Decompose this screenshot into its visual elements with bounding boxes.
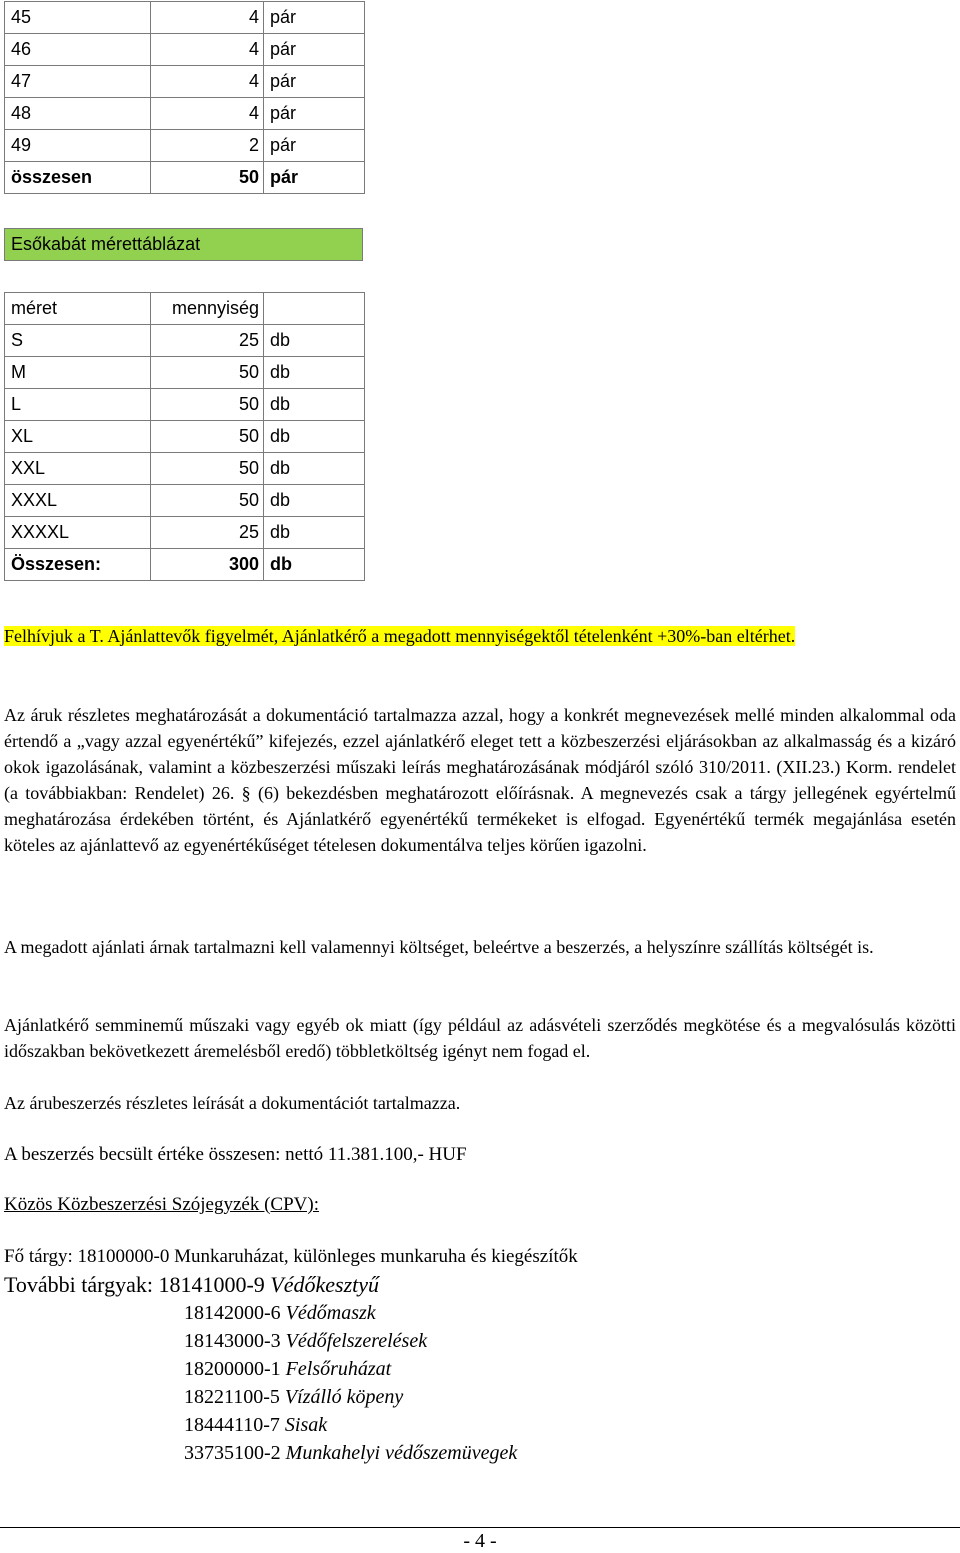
total-qty: 300 [151,549,264,581]
table-row [5,517,365,549]
qty-cell: 2 [151,130,264,162]
size-cell: XXXXL [5,517,151,549]
unit-cell: pár [264,2,365,34]
cpv-code: 33735100-2 [184,1442,281,1464]
cpv-item [184,1442,517,1465]
cpv-main-label: Fő tárgy: [4,1246,78,1267]
qty-cell: 4 [151,66,264,98]
paragraph-extra-cost: Ajánlatkérő semminemű műszaki vagy egyéb ok miatt (így például az adásvételi szerződés megkötése és a megvalósulás közötti időszakban bekövetkezett áremelésből eredő) többletköltség igényt nem fogad el. [4,1015,956,1061]
cpv-item [184,1330,427,1353]
size-cell: L [5,389,151,421]
table-row [5,130,365,162]
cpv-code: 18200000-1 [184,1358,281,1380]
size-cell: XXXL [5,485,151,517]
qty-cell: 4 [151,98,264,130]
cpv-main-value: 18100000-0 Munkaruházat, különleges munkaruha és kiegészítők [77,1246,578,1267]
total-unit: pár [264,162,365,194]
qty-cell: 50 [151,453,264,485]
cpv-further-label: További tárgyak: [4,1272,159,1297]
total-label: összesen [5,162,151,194]
header-size: méret [5,293,151,325]
table-row [5,98,365,130]
unit-cell: pár [264,34,365,66]
notice-text: Felhívjuk a T. Ajánlattevők figyelmét, Ajánlatkérő a megadott mennyiségektől tételenként +30%-ban eltérhet. [4,626,796,646]
cpv-code: 18141000-9 [158,1272,265,1297]
table-row [5,34,365,66]
table-row [5,485,365,517]
paragraph-estimated-value: A beszerzés becsült értéke összesen: nettó 11.381.100,- HUF [4,1144,467,1165]
size-cell: M [5,357,151,389]
table-row [5,389,365,421]
paragraph-price: A megadott ajánlati árnak tartalmazni kell valamennyi költséget, beleértve a beszerzés, a helyszínre szállítás költségét is. [4,937,874,957]
qty-cell: 25 [151,517,264,549]
qty-cell: 50 [151,485,264,517]
cpv-further-subjects [4,1272,379,1298]
table-row [5,421,365,453]
unit-cell: db [264,485,365,517]
cpv-code: 18444110-7 [184,1414,280,1436]
size-cell: 48 [5,98,151,130]
table-row [5,453,365,485]
total-unit: db [264,549,365,581]
table-header-row [5,293,365,325]
unit-cell: db [264,389,365,421]
cpv-item [184,1386,403,1409]
cpv-name: Sisak [284,1414,328,1436]
qty-cell: 25 [151,325,264,357]
qty-cell: 50 [151,357,264,389]
cpv-item [184,1358,391,1381]
qty-cell: 4 [151,2,264,34]
table-row [5,2,365,34]
cpv-heading: Közös Közbeszerzési Szójegyzék (CPV): [4,1194,319,1215]
size-cell: 45 [5,2,151,34]
unit-cell: pár [264,66,365,98]
paragraph-description: Az árubeszerzés részletes leírását a dokumentációt tartalmazza. [4,1093,461,1113]
highlighted-notice [4,623,956,649]
cpv-name: Védőfelszerelések [285,1330,428,1352]
cpv-name: Védőkesztyű [270,1272,380,1297]
qty-cell: 50 [151,389,264,421]
table-row [5,325,365,357]
cpv-name: Felsőruházat [285,1358,392,1380]
section-title: Esőkabát mérettáblázat [4,228,363,261]
size-cell: 49 [5,130,151,162]
header-qty: mennyiség [151,293,264,325]
header-unit [264,293,365,325]
unit-cell: db [264,325,365,357]
shoe-size-table [4,1,365,194]
cpv-name: Vízálló köpeny [284,1386,404,1408]
qty-cell: 50 [151,421,264,453]
unit-cell: db [264,517,365,549]
page-number: - 4 - [463,1530,497,1552]
cpv-item [184,1414,327,1437]
footer-divider [0,1527,960,1528]
cpv-name: Munkahelyi védőszemüvegek [285,1442,518,1464]
paragraph-equivalence: Az áruk részletes meghatározását a dokumentáció tartalmazza azzal, hogy a konkrét megnevezések mellé minden alkalommal oda értendő a „vagy azzal egyenértékű” kifejezés, ezzel ajánlatkérő eleget tett a közbeszerzési eljárásokban az alkalmasság és a kizáró okok igazolásának, valamint a közbeszerzési műszaki leírás meghatározásának módjáról szóló 310/2011. (XII.23.) Korm. rendelet (a továbbiakban: Rendelet) 26. § (6) bekezdésben meghatározott előírásnak. A megnevezés csak a tárgy jellegének egyértelmű meghatározása érdekében történt, és Ajánlatkérő egyenértékű termékeket is elfogad. Egyenértékű termék megajánlása esetén köteles az ajánlattevő az egyenértékűséget tételesen dokumentálva teljes körűen igazolni. [4,705,956,855]
cpv-code: 18221100-5 [184,1386,280,1408]
qty-cell: 4 [151,34,264,66]
unit-cell: pár [264,130,365,162]
table-row [5,357,365,389]
unit-cell: db [264,453,365,485]
size-cell: S [5,325,151,357]
cpv-name: Védőmaszk [285,1302,376,1324]
unit-cell: db [264,421,365,453]
cpv-main-subject [4,1246,578,1268]
total-label: Összesen: [5,549,151,581]
table-row [5,66,365,98]
table-total-row [5,162,365,194]
total-qty: 50 [151,162,264,194]
table-total-row [5,549,365,581]
raincoat-size-table [4,292,365,581]
cpv-item [184,1302,376,1325]
cpv-code: 18142000-6 [184,1302,281,1324]
unit-cell: pár [264,98,365,130]
size-cell: XL [5,421,151,453]
size-cell: 47 [5,66,151,98]
size-cell: 46 [5,34,151,66]
unit-cell: db [264,357,365,389]
size-cell: XXL [5,453,151,485]
cpv-code: 18143000-3 [184,1330,281,1352]
